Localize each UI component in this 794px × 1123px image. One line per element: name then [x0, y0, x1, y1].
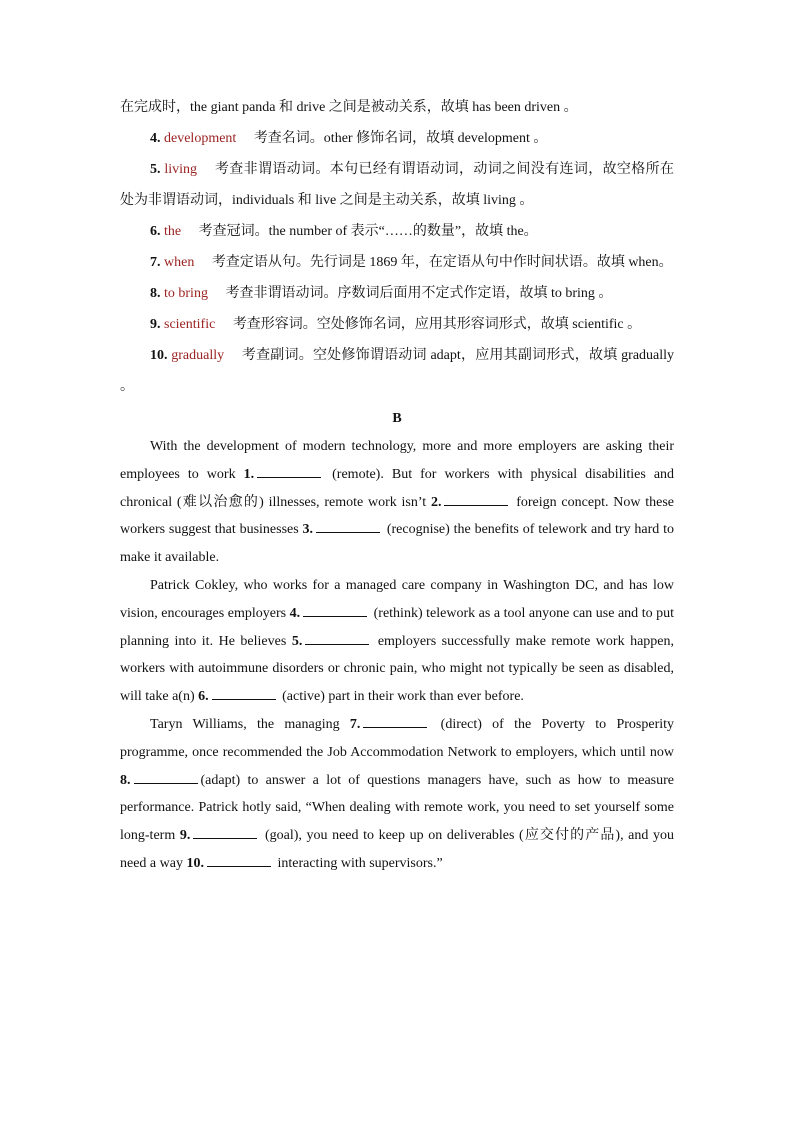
- blank-number-9: 9.: [179, 828, 191, 844]
- page-content: [120, 92, 674, 878]
- answer-item-10: [120, 340, 674, 402]
- paragraph-text: Patrick Cokley, who works for a managed care company in Washington DC, and has low vision, encourages employers: [120, 577, 674, 621]
- passage-paragraph-3: [120, 711, 674, 878]
- answer-number: 5.: [150, 162, 161, 177]
- answer-number: 4.: [150, 131, 161, 146]
- paragraph-text: (adapt) to answer a lot of questions managers have, such as how to measure performance. Patrick hotly said, “When dealing with remote work, you need to set yourself some long-term: [120, 772, 674, 844]
- answer-explanation: 考查非谓语动词。本句已经有谓语动词，动词之间没有连词，故空格所在处为非谓语动词，individuals 和 live 之间是主动关系，故填 living 。: [120, 162, 674, 208]
- blank-1[interactable]: [257, 465, 321, 478]
- answer-item-8: [120, 278, 674, 309]
- blank-2[interactable]: [444, 493, 508, 506]
- blank-5[interactable]: [305, 632, 369, 645]
- answer-word: scientific: [164, 317, 216, 332]
- answer-word: development: [164, 131, 237, 146]
- answer-word: gradually: [171, 348, 225, 363]
- blank-10[interactable]: [207, 854, 271, 867]
- paragraph-text: foreign concept. Now these workers suggest that businesses: [120, 494, 674, 538]
- answer-word: living: [164, 162, 198, 177]
- blank-number-4: 4.: [289, 605, 301, 621]
- blank-8[interactable]: [134, 771, 198, 784]
- paragraph-text: (remote). But for workers with physical disabilities and chronical (难以治愈的) illnesses, remote work isn’t: [120, 466, 675, 510]
- blank-9[interactable]: [193, 826, 257, 839]
- passage-paragraph-1: [120, 433, 674, 572]
- paragraph-text: (recognise) the benefits of telework and try hard to make it available.: [120, 522, 675, 566]
- paragraph-text: With the development of modern technology, more and more employers are asking their employees to work: [120, 439, 674, 482]
- answer-continuation: 在完成时，the giant panda 和 drive 之间是被动关系，故填 has been driven 。: [120, 100, 578, 115]
- paragraph-text: interacting with supervisors.”: [277, 855, 443, 871]
- passage-b: [120, 433, 674, 878]
- blank-6[interactable]: [212, 687, 276, 700]
- answer-explanation: 考查名词。other 修饰名词，故填 development 。: [253, 131, 548, 146]
- answer-number: 7.: [150, 255, 161, 270]
- paragraph-text: Taryn Williams, the managing: [150, 716, 340, 732]
- blank-number-7: 7.: [349, 716, 361, 732]
- blank-number-5: 5.: [291, 633, 303, 649]
- answer-item-5: [120, 154, 674, 216]
- answer-word: the: [164, 224, 182, 239]
- answer-item-9: [120, 309, 674, 340]
- paragraph-text: employers successfully make remote work happen, workers with autoimmune disorders or chronic pain, who might not typically be seen as disabled, will take a(n): [120, 633, 675, 705]
- blank-4[interactable]: [303, 604, 367, 617]
- blank-number-3: 3.: [302, 522, 314, 538]
- answer-explanation: 考查定语从句。先行词是 1869 年，在定语从句中作时间状语。故填 when。: [211, 255, 673, 270]
- blank-7[interactable]: [363, 715, 427, 728]
- answer-number: 9.: [150, 317, 161, 332]
- blank-number-8: 8.: [120, 772, 131, 788]
- answer-item-7: [120, 247, 674, 278]
- section-title: B: [392, 411, 402, 426]
- answer-word: to bring: [164, 286, 208, 301]
- answer-number: 8.: [150, 286, 161, 301]
- blank-number-2: 2.: [430, 494, 442, 510]
- paragraph-text: (rethink) telework as a tool anyone can use and to put planning into it. He believes: [120, 605, 675, 649]
- answer-explanation: 考查副词。空处修饰谓语动词 adapt，应用其副词形式，故填 gradually 。: [120, 348, 675, 394]
- answer-key: [120, 92, 674, 402]
- paragraph-text: (goal), you need to keep up on deliverables (应交付的产品), and you need a way: [120, 828, 675, 871]
- answer-item-6: [120, 216, 674, 247]
- answer-item-4: [120, 123, 674, 154]
- paragraph-text: (direct) of the Poverty to Prosperity programme, once recommended the Job Accommodation Network to employers, which until now: [120, 716, 675, 760]
- answer-number: 10.: [150, 348, 168, 363]
- blank-number-1: 1.: [243, 466, 255, 482]
- answer-explanation: 考查冠词。the number of 表示“……的数量”，故填 the。: [198, 224, 538, 239]
- blank-number-10: 10.: [186, 855, 204, 871]
- answer-explanation: 考查形容词。空处修饰名词，应用其形容词形式，故填 scientific 。: [232, 317, 642, 332]
- passage-paragraph-2: [120, 572, 674, 711]
- answer-number: 6.: [150, 224, 161, 239]
- answer-explanation: 考查非谓语动词。序数词后面用不定式作定语，故填 to bring 。: [225, 286, 613, 301]
- paragraph-text: (active) part in their work than ever before.: [282, 689, 524, 705]
- blank-3[interactable]: [316, 520, 380, 533]
- blank-number-6: 6.: [198, 689, 209, 705]
- answer-word: when: [164, 255, 195, 270]
